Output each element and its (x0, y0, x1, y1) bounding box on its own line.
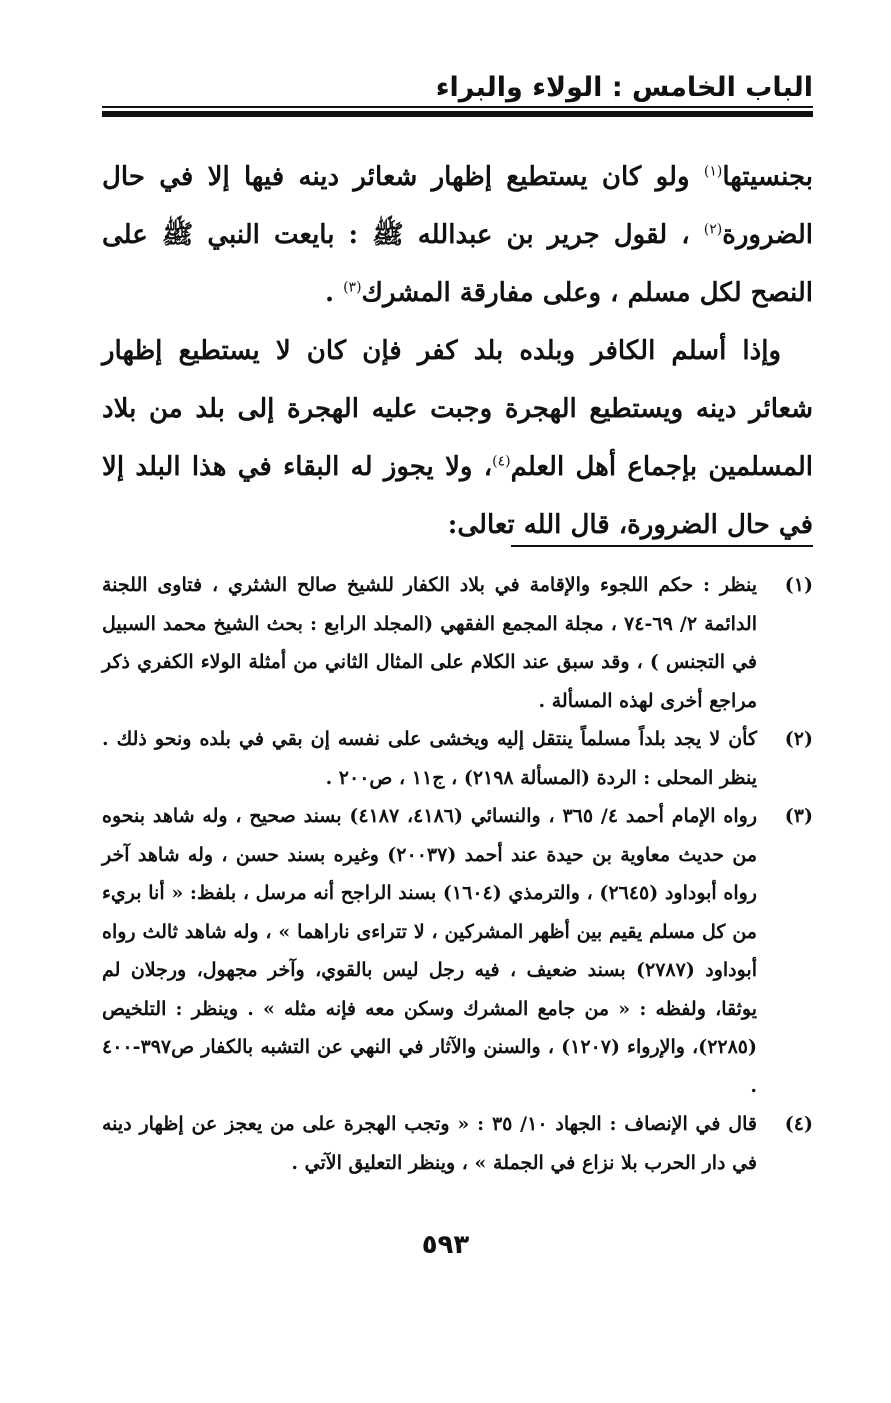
header-rule-thin-line (102, 106, 813, 108)
header-rule-thick-line (102, 111, 813, 117)
main-text (102, 148, 813, 554)
footnote-text: رواه الإمام أحمد ٤/ ٣٦٥ ، والنسائي (٤١٨٦، ٤١٨٧) بسند صحيح ، وله شاهد بنحوه من حديث معاوية بن حيدة عند أحمد (٢٠٠٣٧) وغيره بسند حسن ، وله شاهد آخر رواه أبوداود (٢٦٤٥) ، والترمذي (١٦٠٤) بسند الراجح أنه مرسل ، بلفظ: « أنا بريء من كل مسلم يقيم بين أظهر المشركين ، لا تتراءى ناراهما » ، وله شاهد ثالث رواه أبوداود (٢٧٨٧) بسند ضعيف ، فيه رجل ليس بالقوي، وآخر مجهول، ورجلان لم يوثقا، ولفظه : « من جامع المشرك وسكن معه فإنه مثله » . وينظر : التلخيص (٢٢٨٥)، والإرواء (١٢٠٧) ، والسنن والآثار في النهي عن التشبه بالكفار ص٣٩٧-٤٠٠ . (102, 805, 758, 1097)
page-number: ٥٩٣ (421, 1230, 470, 1260)
footnotes (102, 566, 813, 1182)
paragraph-1 (102, 148, 813, 322)
footnote-ref-1: (١) (703, 163, 723, 180)
footnote-4 (102, 1105, 813, 1182)
footnote-number: (٣) (784, 805, 813, 827)
running-header: الباب الخامس : الولاء والبراء (435, 72, 813, 103)
header-rule (102, 106, 813, 119)
paragraph-2-part-b: ، ولا يجوز له البقاء في هذا البلد إلا في حال الضرورة، قال الله تعالى: (102, 452, 813, 540)
paragraph-1-part-b: ولو كان يستطيع إظهار شعائر دينه فيها إلا في حال الضرورة (102, 162, 813, 250)
footnote-ref-3: (٣) (343, 279, 362, 296)
paragraph-1-part-c: ، لقول جرير بن عبدالله ﷺ : بايعت النبي ﷺ على النصح لكل مسلم ، وعلى مفارقة المشرك (102, 220, 813, 308)
footnote-number: (٤) (784, 1113, 813, 1135)
footnote-text: كأن لا يجد بلداً مسلماً ينتقل إليه ويخشى على نفسه إن بقي في بلده ونحو ذلك . ينظر المحلى : الردة (المسألة ٢١٩٨) ، ج١١ ، ص٢٠٠ . (102, 728, 757, 789)
paragraph-1-part-a: بجنسيتها (722, 162, 813, 192)
footnote-ref-2: (٢) (703, 221, 723, 238)
paragraph-1-part-d: . (324, 278, 344, 308)
paragraph-2 (102, 322, 813, 554)
footnote-1 (102, 566, 813, 720)
footnote-number: (١) (784, 574, 813, 596)
footnote-2 (102, 720, 813, 797)
paragraph-2-part-a: وإذا أسلم الكافر وبلده بلد كفر فإن كان لا يستطيع إظهار شعائر دينه ويستطيع الهجرة وجبت عليه الهجرة إلى بلد من بلاد المسلمين بإجماع أهل العلم (102, 336, 813, 482)
footnote-text: قال في الإنصاف : الجهاد ١٠/ ٣٥ : « وتجب الهجرة على من يعجز عن إظهار دينه في دار الحرب بلا نزاع في الجملة » ، وينظر التعليق الآتي . (102, 1113, 757, 1174)
footnote-ref-4: (٤) (492, 453, 511, 470)
footnote-number: (٢) (784, 728, 813, 750)
footnote-text: ينظر : حكم اللجوء والإقامة في بلاد الكفار للشيخ صالح الشثري ، فتاوى اللجنة الدائمة ٢/ ٦٩-٧٤ ، مجلة المجمع الفقهي (المجلد الرابع : بحث الشيخ محمد السبيل في التجنس ) ، وقد سبق عند الكلام على المثال الثاني من أمثلة الولاء الكفري ذكر مراجع أخرى لهذه المسألة . (102, 574, 757, 712)
footnote-separator (511, 545, 813, 547)
footnote-3 (102, 797, 813, 1105)
